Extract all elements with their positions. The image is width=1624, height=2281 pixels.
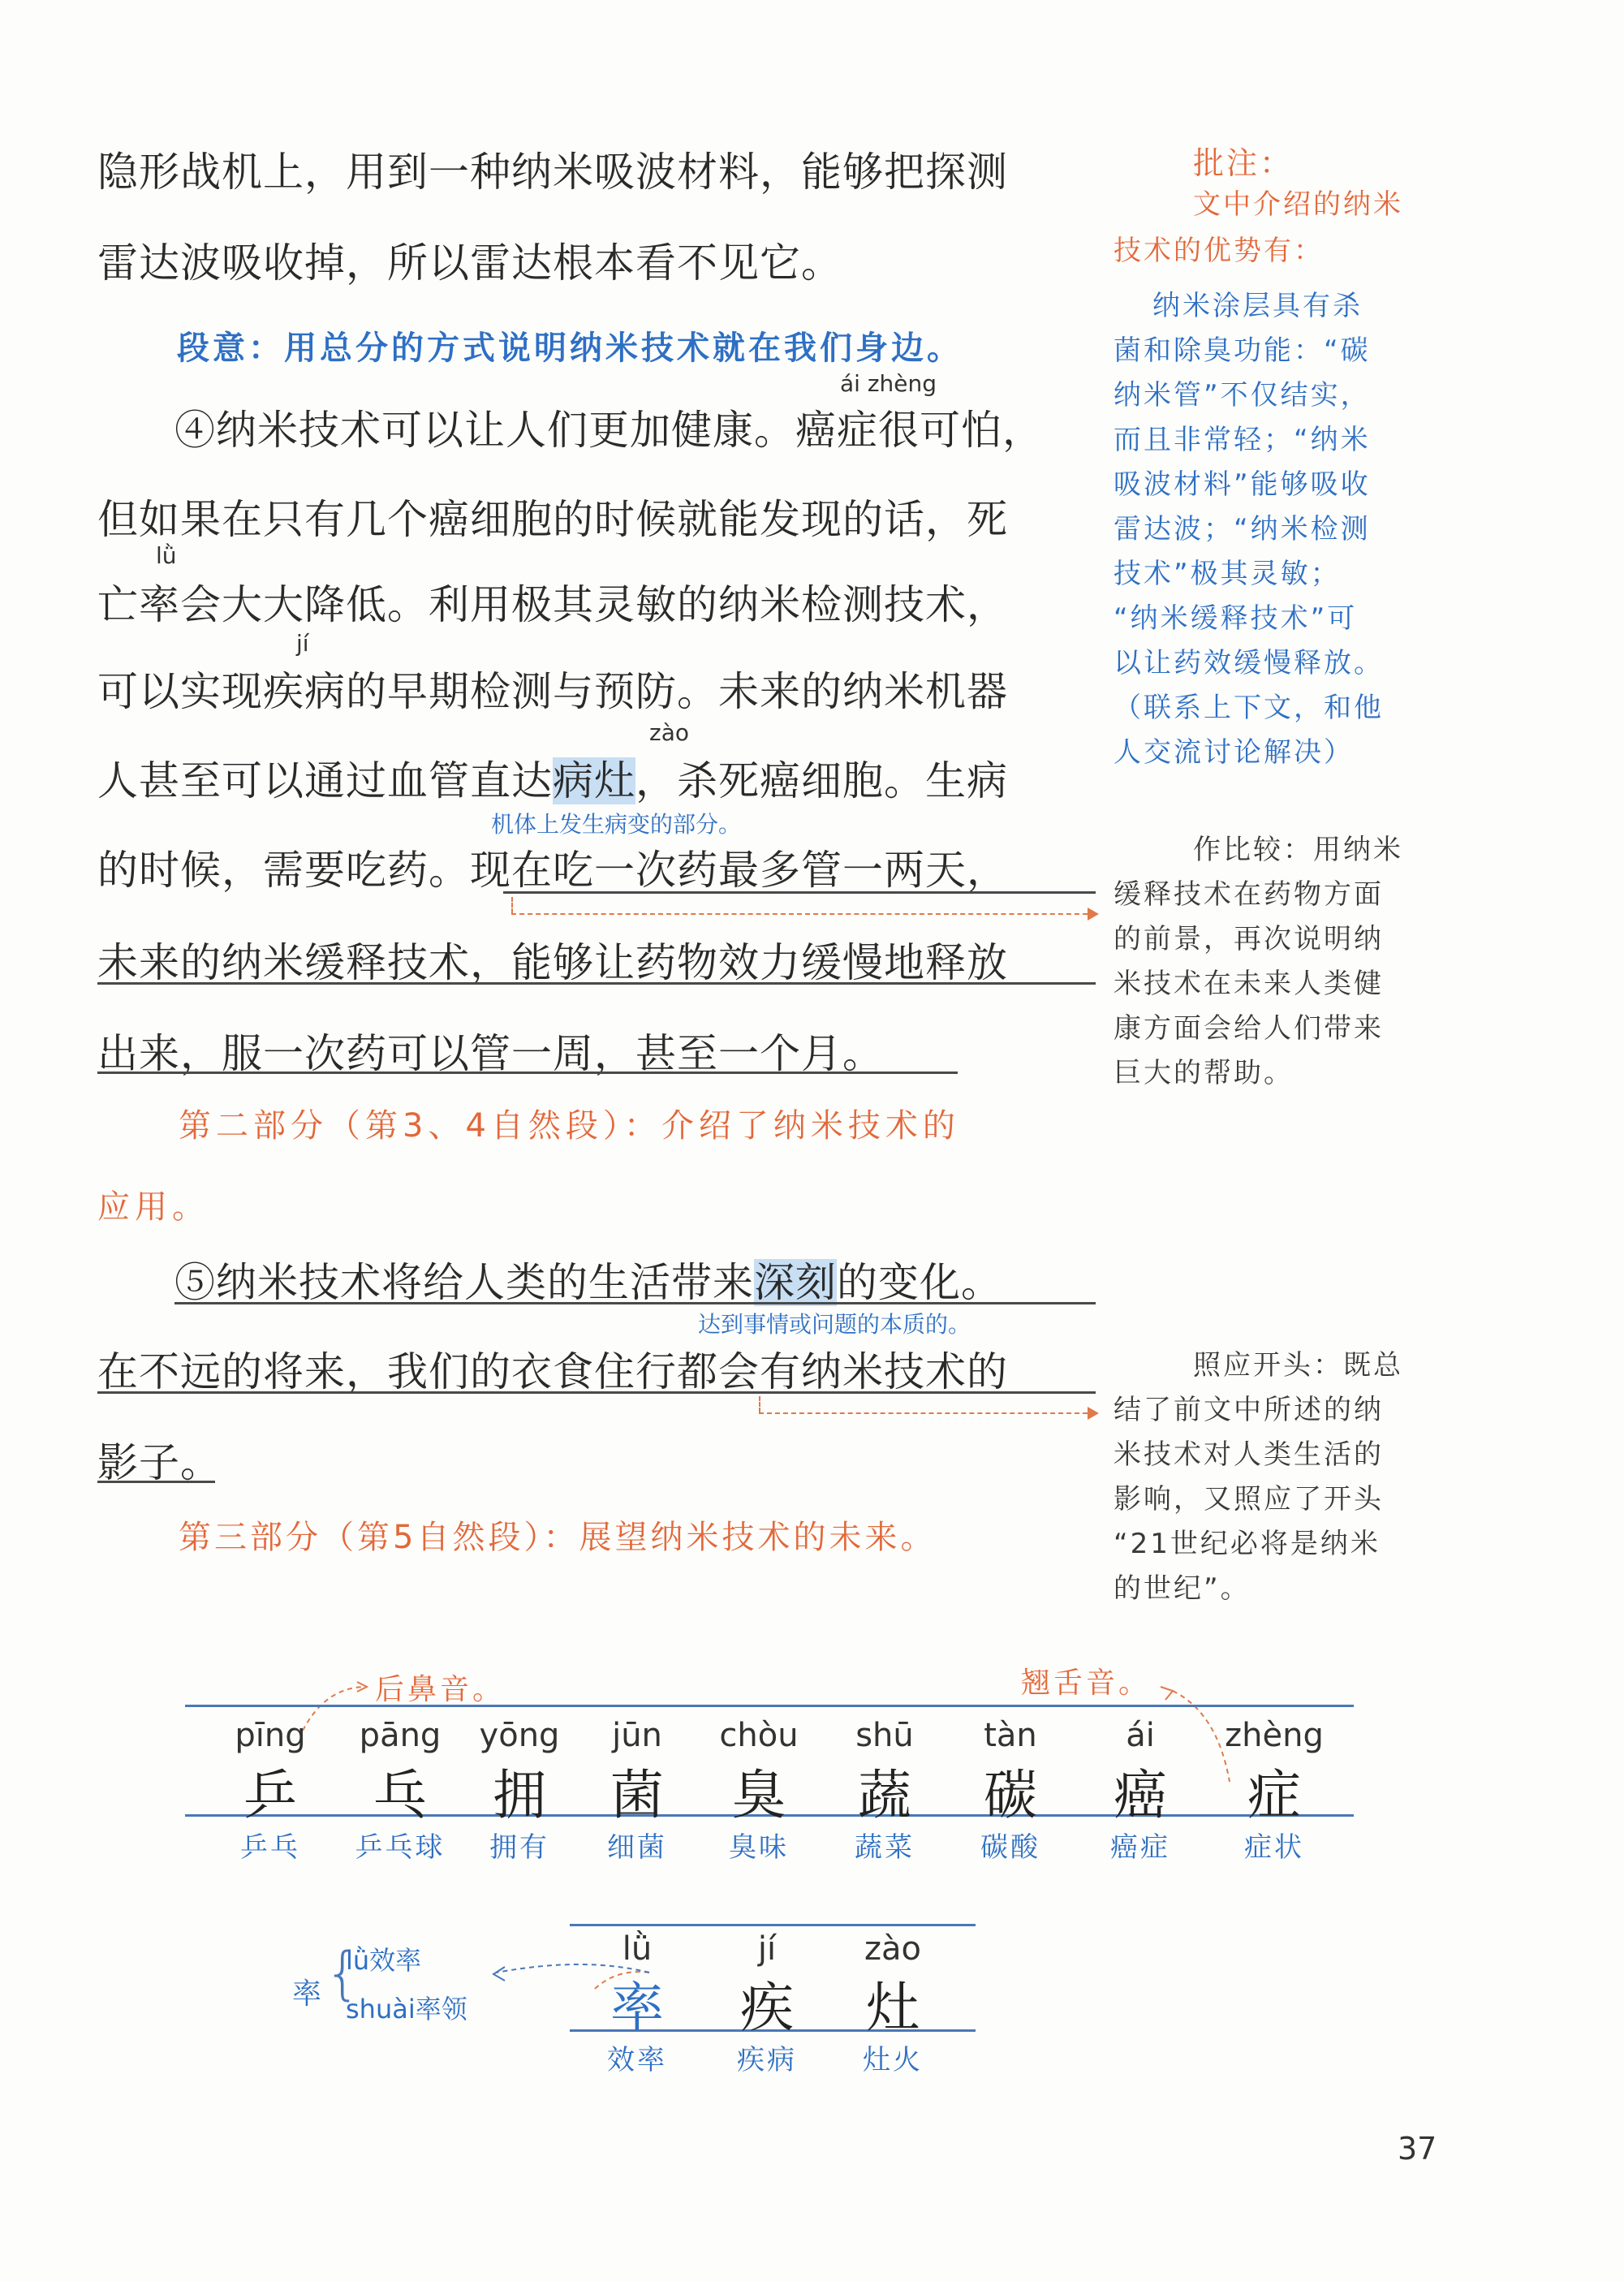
vocab-line-top bbox=[570, 1924, 976, 1926]
side-note-line: 技术”极其灵敏； bbox=[1114, 558, 1341, 590]
vocab-char: 疾 bbox=[740, 1977, 794, 2039]
vocab-word: 乒乓 bbox=[240, 1831, 300, 1864]
polyphone-reading: shuài率领 bbox=[346, 1994, 467, 2024]
side-note-line: 缓释技术在药物方面 bbox=[1114, 878, 1384, 911]
side-note-line: 纳米涂层具有杀 bbox=[1152, 290, 1363, 322]
vocab-char: 碳 bbox=[984, 1764, 1037, 1826]
highlight-shenke: 深刻 bbox=[754, 1259, 837, 1306]
side-note-line: 而且非常轻；“纳米 bbox=[1114, 424, 1371, 456]
side-note-line: 米技术在未来人类健 bbox=[1114, 968, 1384, 1000]
text-line: 但如果在只有几个癌细胞的时候就能发现的话，死 bbox=[97, 496, 1008, 543]
text-line: 雷达波吸收掉，所以雷达根本看不见它。 bbox=[97, 239, 842, 287]
side-note-line: （联系上下文，和他 bbox=[1114, 692, 1384, 724]
pinyin: jí bbox=[757, 1930, 777, 1968]
vocab-char: 症 bbox=[1247, 1764, 1301, 1826]
pinyin: pāng bbox=[359, 1717, 442, 1754]
pinyin: yōng bbox=[479, 1717, 560, 1754]
text-line: 隐形战机上，用到一种纳米吸波材料，能够把探测 bbox=[97, 149, 1008, 196]
vocab-word: 乒乓球 bbox=[355, 1831, 446, 1864]
side-note-line: 雷达波；“纳米检测 bbox=[1114, 513, 1371, 545]
pinyin-aizheng: ái zhèng bbox=[840, 370, 937, 397]
brace-icon: { bbox=[325, 1940, 361, 2007]
side-note-line: 技术的优势有： bbox=[1114, 235, 1324, 267]
vocab-word: 拥有 bbox=[489, 1831, 549, 1864]
vocab-word: 效率 bbox=[607, 2044, 667, 2076]
pinyin: jūn bbox=[612, 1717, 662, 1754]
paragraph-meaning-note: 段意：用总分的方式说明纳米技术就在我们身边。 bbox=[177, 330, 963, 367]
pinyin-zao: zào bbox=[649, 719, 689, 746]
vocab-word: 灶火 bbox=[863, 2044, 923, 2076]
vocab-char: 率 bbox=[610, 1977, 664, 2039]
text-line: 出来，服一次药可以管一周，甚至一个月。 bbox=[97, 1030, 884, 1077]
text-segment: 人甚至可以通过血管直达 bbox=[97, 757, 553, 804]
side-note-line: 结了前文中所述的纳 bbox=[1114, 1394, 1384, 1426]
pinyin: tàn bbox=[984, 1717, 1037, 1754]
polyphone-char: 率 bbox=[292, 1977, 322, 2011]
pinyin: shū bbox=[855, 1717, 914, 1754]
vocab-word: 癌症 bbox=[1110, 1831, 1170, 1864]
side-note-line: 的前景，再次说明纳 bbox=[1114, 923, 1384, 955]
text-line: 亡率会大大降低。利用极其灵敏的纳米检测技术， bbox=[97, 581, 1008, 628]
side-note-line: 菌和除臭功能：“碳 bbox=[1114, 334, 1371, 367]
pinyin: zhèng bbox=[1225, 1717, 1324, 1754]
page-number: 37 bbox=[1398, 2131, 1437, 2167]
text-line: 未来的纳米缓释技术，能够让药物效力缓慢地释放 bbox=[97, 939, 1008, 986]
vocab-char: 乒 bbox=[243, 1764, 297, 1826]
side-note-line: 吸波材料”能够吸收 bbox=[1114, 468, 1371, 501]
side-note-line: 作比较：用纳米 bbox=[1193, 834, 1403, 866]
text-line: ④纳米技术可以让人们更加健康。癌症很可怕， bbox=[174, 407, 1044, 454]
pinyin: lǜ bbox=[622, 1930, 653, 1968]
side-note-line: 的世纪”。 bbox=[1114, 1572, 1251, 1605]
vocab-line-top bbox=[185, 1705, 1354, 1707]
text-line: 在不远的将来，我们的衣食住行都会有纳米技术的 bbox=[97, 1348, 1008, 1395]
pinyin: zào bbox=[864, 1930, 921, 1968]
pinyin: ái bbox=[1126, 1717, 1155, 1754]
vocab-char: 灶 bbox=[866, 1977, 920, 2039]
vocab-char: 臭 bbox=[732, 1764, 786, 1826]
part2-summary: 第二部分（第3、4自然段）：介绍了纳米技术的 bbox=[179, 1107, 960, 1145]
side-note-line: 巨大的帮助。 bbox=[1114, 1057, 1294, 1089]
underlined-segment: 现在吃一次药最多管一两天， bbox=[470, 847, 1008, 894]
vocab-char: 蔬 bbox=[858, 1764, 911, 1826]
part3-summary: 第三部分（第5自然段）：展望纳米技术的未来。 bbox=[179, 1519, 937, 1556]
vocab-char: 菌 bbox=[610, 1764, 664, 1826]
side-note-line: 纳米管”不仅结实， bbox=[1114, 379, 1371, 412]
side-note-line: 照应开头：既总 bbox=[1193, 1349, 1403, 1382]
vocab-char: 拥 bbox=[493, 1764, 546, 1826]
pinyin-ji: jí bbox=[296, 630, 309, 657]
side-note-line: 影响，又照应了开头 bbox=[1114, 1483, 1384, 1516]
part2-summary: 应用。 bbox=[97, 1188, 209, 1226]
text-segment: ，杀死癌细胞。生病 bbox=[635, 757, 1008, 804]
side-note-line: 康方面会给人们带来 bbox=[1114, 1012, 1384, 1045]
bingzao-definition: 机体上发生病变的部分。 bbox=[491, 811, 742, 838]
side-note-line: 米技术对人类生活的 bbox=[1114, 1438, 1384, 1471]
vocab-word: 细菌 bbox=[607, 1831, 667, 1864]
side-note-line: 人交流讨论解决） bbox=[1114, 736, 1354, 769]
vocab-word: 症状 bbox=[1244, 1831, 1304, 1864]
shenke-definition: 达到事情或问题的本质的。 bbox=[698, 1311, 971, 1338]
pinyin: chòu bbox=[719, 1717, 799, 1754]
text-segment: 的时候，需要吃药。 bbox=[97, 847, 470, 894]
text-line: 可以实现疾病的早期检测与预防。未来的纳米机器 bbox=[97, 668, 1008, 715]
side-note-line: “21世纪必将是纳米 bbox=[1114, 1528, 1381, 1560]
text-line: 影子。 bbox=[97, 1439, 222, 1486]
vocab-word: 臭味 bbox=[729, 1831, 789, 1864]
text-segment: ⑤纳米技术将给人类的生活带来 bbox=[174, 1259, 754, 1306]
side-note-line: 以让药效缓慢释放。 bbox=[1114, 647, 1384, 679]
pinyin-lu: lǜ bbox=[156, 542, 177, 569]
vocab-word: 碳酸 bbox=[980, 1831, 1040, 1864]
polyphone-reading: lǜ效率 bbox=[346, 1945, 422, 1976]
side-note-title: 批注： bbox=[1193, 145, 1294, 181]
highlight-bingzao: 病灶 bbox=[553, 757, 635, 804]
pinyin: pīng bbox=[235, 1717, 306, 1754]
text-segment: 的变化。 bbox=[837, 1259, 1002, 1306]
qiaoshe-note: 翘舌音。 bbox=[1021, 1667, 1152, 1700]
vocab-char: 癌 bbox=[1114, 1764, 1167, 1826]
vocab-char: 乓 bbox=[373, 1764, 427, 1826]
houbiyin-note: 后鼻音。 bbox=[375, 1673, 506, 1706]
side-note-line: 文中介绍的纳米 bbox=[1193, 188, 1403, 221]
vocab-word: 蔬菜 bbox=[855, 1831, 915, 1864]
side-note-line: “纳米缓释技术”可 bbox=[1114, 602, 1358, 635]
vocab-word: 疾病 bbox=[737, 2044, 797, 2076]
